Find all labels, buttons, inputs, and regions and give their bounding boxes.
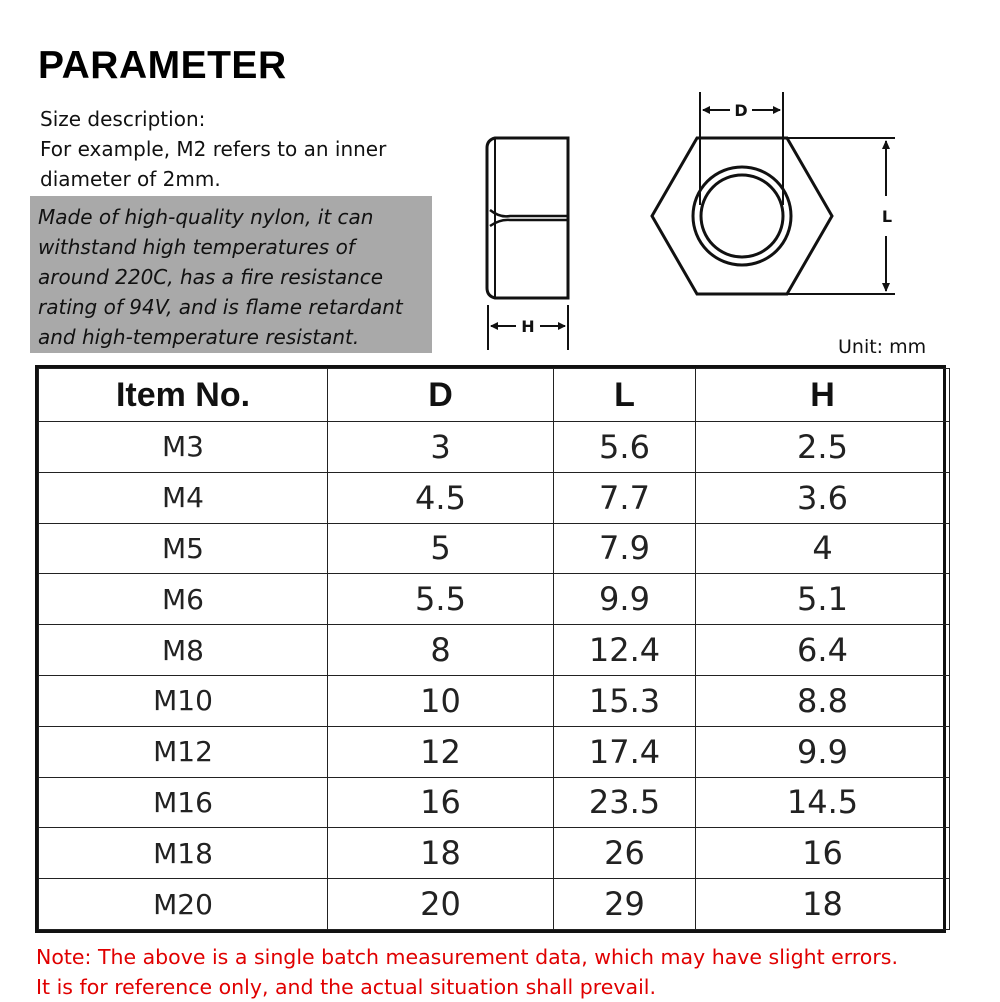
nut-top-view-icon	[652, 138, 832, 294]
h-cell: 3.6	[696, 472, 950, 523]
material-line: withstand high temperatures of	[38, 235, 355, 259]
d-cell: 8	[328, 625, 554, 676]
page-title: PARAMETER	[38, 44, 287, 87]
header-d: D	[328, 369, 554, 422]
dimension-l-label: L	[881, 207, 893, 226]
h-cell: 6.4	[696, 625, 950, 676]
nut-dimension-diagram	[470, 86, 920, 356]
size-description-line: diameter of 2mm.	[40, 167, 221, 191]
item-no-cell: M6	[39, 574, 328, 625]
table-row	[39, 726, 950, 777]
unit-label: Unit: mm	[838, 336, 927, 358]
item-no-cell: M12	[39, 726, 328, 777]
material-line: and high-temperature resistant.	[38, 325, 360, 349]
material-line: around 220C, has a fire resistance	[38, 265, 384, 289]
dimension-l	[787, 138, 895, 294]
item-no-cell: M16	[39, 777, 328, 828]
table-row	[39, 675, 950, 726]
table-row	[39, 574, 950, 625]
d-cell: 5	[328, 523, 554, 574]
d-cell: 20	[328, 879, 554, 930]
note-line: Note: The above is a single batch measurement data, which may have slight errors.	[36, 945, 898, 969]
table-row	[39, 422, 950, 473]
nut-side-view-icon	[487, 138, 568, 298]
table-row	[39, 523, 950, 574]
h-cell: 16	[696, 828, 950, 879]
d-cell: 12	[328, 726, 554, 777]
table-row	[39, 472, 950, 523]
h-cell: 5.1	[696, 574, 950, 625]
d-cell: 3	[328, 422, 554, 473]
measurement-note	[36, 942, 966, 1002]
l-cell: 9.9	[554, 574, 696, 625]
l-cell: 5.6	[554, 422, 696, 473]
header-h: H	[696, 369, 950, 422]
h-cell: 2.5	[696, 422, 950, 473]
note-line: It is for reference only, and the actual situation shall prevail.	[36, 975, 656, 999]
d-cell: 10	[328, 675, 554, 726]
l-cell: 23.5	[554, 777, 696, 828]
item-no-cell: M5	[39, 523, 328, 574]
h-cell: 8.8	[696, 675, 950, 726]
material-description	[38, 202, 458, 352]
material-line: rating of 94V, and is flame retardant	[38, 295, 403, 319]
l-cell: 12.4	[554, 625, 696, 676]
dimension-d-label: D	[734, 101, 748, 120]
d-cell: 16	[328, 777, 554, 828]
l-cell: 17.4	[554, 726, 696, 777]
table-row	[39, 828, 950, 879]
item-no-cell: M3	[39, 422, 328, 473]
l-cell: 15.3	[554, 675, 696, 726]
h-cell: 14.5	[696, 777, 950, 828]
material-line: Made of high-quality nylon, it can	[38, 205, 374, 229]
item-no-cell: M4	[39, 472, 328, 523]
table-row	[39, 625, 950, 676]
item-no-cell: M18	[39, 828, 328, 879]
size-description	[40, 104, 460, 194]
parameter-table	[35, 365, 946, 933]
l-cell: 7.9	[554, 523, 696, 574]
table-row	[39, 777, 950, 828]
header-l: L	[554, 369, 696, 422]
size-description-line: Size description:	[40, 107, 206, 131]
h-cell: 9.9	[696, 726, 950, 777]
l-cell: 26	[554, 828, 696, 879]
l-cell: 7.7	[554, 472, 696, 523]
h-cell: 4	[696, 523, 950, 574]
item-no-cell: M10	[39, 675, 328, 726]
d-cell: 5.5	[328, 574, 554, 625]
h-cell: 18	[696, 879, 950, 930]
d-cell: 4.5	[328, 472, 554, 523]
table-header-row	[39, 369, 950, 422]
item-no-cell: M8	[39, 625, 328, 676]
header-item-no: Item No.	[39, 369, 328, 422]
dimension-h-label: H	[521, 317, 535, 336]
item-no-cell: M20	[39, 879, 328, 930]
d-cell: 18	[328, 828, 554, 879]
table-row	[39, 879, 950, 930]
size-description-line: For example, M2 refers to an inner	[40, 137, 387, 161]
l-cell: 29	[554, 879, 696, 930]
